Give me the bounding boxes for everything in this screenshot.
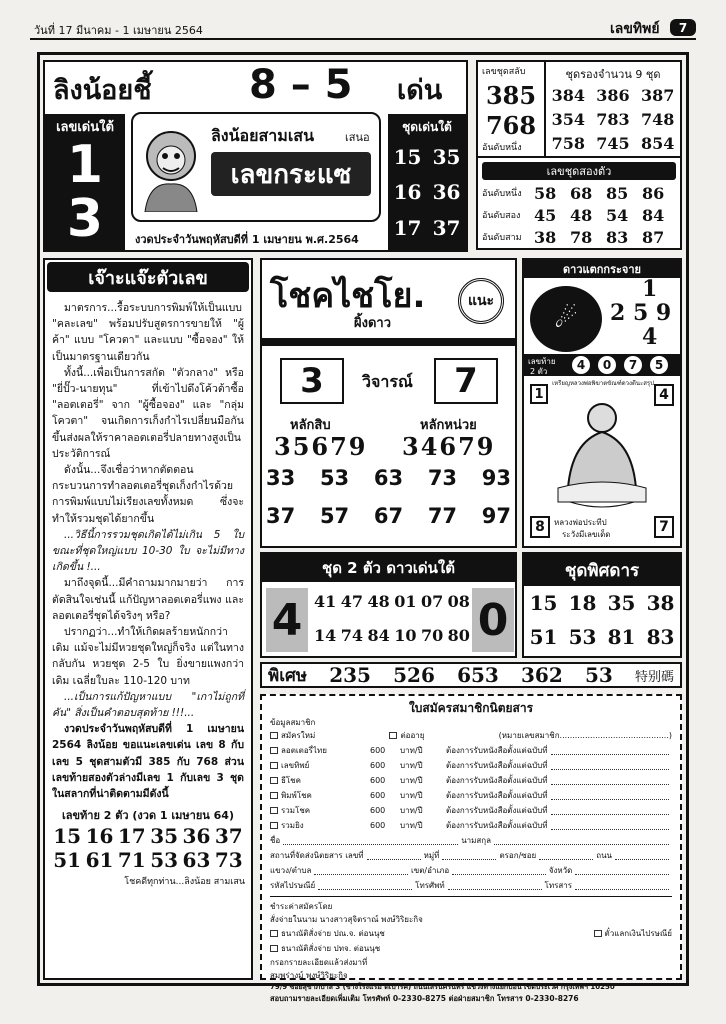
payment-checkbox[interactable] — [270, 945, 278, 952]
magazine-price: 600 — [370, 821, 386, 830]
nine-num: 748 — [640, 109, 675, 129]
amulet-corner-num: 1 — [530, 384, 548, 404]
lead-sets-box — [388, 114, 466, 250]
lead-set-num: 36 — [432, 180, 461, 204]
magazine-want: ต้องการรับหนังสือตั้งแต่ฉบับที่ — [446, 821, 548, 830]
special-num: 51 — [529, 625, 558, 649]
new-member-checkbox[interactable] — [270, 732, 278, 739]
extra-label: พิเศษ — [268, 665, 308, 686]
magazine-row — [270, 788, 672, 803]
member-number-field[interactable]: (หมายเลขสมาชิก...........................................) — [498, 731, 672, 740]
magazine-name: ลอตเตอรี่ไทย — [281, 746, 327, 755]
article-paragraph: มาตรการ...รื้อระบบการพิมพ์ให้เป็นแบบ "คละเลข" พร้อมปรับสูตรการขายให้ "ผู้ค้า" แบบ "โควตา" และแบบ "ซื้อจอง" ให้เป็นมาตรฐานเดียวกัน — [52, 302, 244, 363]
magazine-name: รวมยิง — [281, 821, 304, 830]
soi-field[interactable] — [539, 852, 593, 860]
extra-num: 526 — [393, 663, 435, 687]
falling-tail-label — [524, 354, 680, 376]
article-title: เจ๊าะแจ๊ะตัวเลข — [47, 262, 249, 292]
issue-field[interactable] — [551, 762, 669, 770]
contact-row — [270, 878, 672, 893]
pair-num: 38 — [534, 227, 557, 247]
extra-num: 362 — [521, 663, 563, 687]
issue-field[interactable] — [551, 792, 669, 800]
send-to: สมพร่างม์ พงษ์วิริยะกิจ — [270, 971, 348, 980]
extra-num: 653 — [457, 663, 499, 687]
article-paragraph: มาถึงจุดนี้...มีคำถามมากมายว่า การตัดสินใจเช่นนี้ แก้ปัญหาลอตเตอรี่แพง และลอตเตอรี่ชุดได้จริงๆ หรือ? — [52, 577, 244, 622]
swap-column — [478, 62, 546, 158]
pair-num: 83 — [606, 227, 629, 247]
magazine-name: พิมพ์โชค — [281, 791, 312, 800]
tail-row — [45, 824, 251, 848]
province-label: จังหวัด — [548, 866, 573, 875]
logo-small-text: เสนอ — [345, 131, 370, 144]
article-column — [43, 258, 253, 980]
magazine-unit: บาท/ปี — [400, 791, 423, 800]
issue-field[interactable] — [551, 822, 669, 830]
special-num: 18 — [568, 591, 597, 615]
chok-num: 93 — [481, 466, 511, 490]
lastname-field[interactable] — [494, 837, 669, 845]
lead-numbers-box — [45, 114, 125, 250]
units-digits: 34679 — [402, 432, 496, 461]
lead-sets-label: ชุดเด่นใต้ — [402, 119, 452, 134]
article-body — [45, 294, 251, 802]
form-section: ข้อมูลสมาชิก — [270, 718, 316, 727]
swap-first-label: อันดับหนึ่ง — [482, 143, 522, 153]
payment-to: สั่งจ่ายในนาม นางสาวสุจิตราณ์ พงษ์วิริยะกิจ — [270, 915, 423, 924]
send-address: 79/9 ซอยสุขาภิบาล 3 (ข้างโรงแรม ดีเปาร์ค) ถนนเสรีนครินทร์ แขวงทางแยกบอน เขตประเวศ กรุงเทพฯ 10250 — [270, 983, 615, 991]
sets-num: 14 — [314, 626, 337, 645]
subdistrict-label: แขวง/ตำบล — [270, 866, 312, 875]
falling-num-3: 4 — [642, 324, 658, 350]
pairs-label: เลขชุดสองตัว — [482, 162, 676, 180]
magazine-name: รวมโชค — [281, 806, 311, 815]
contact-info: สอบถามรายละเอียดเพิ่มเติม โทรศัพท์ 0-2330-8275 ต่อฝ่ายสมาชิก โทรสาร 0-2330-8276 — [270, 994, 579, 1003]
pair-num: 45 — [534, 205, 557, 225]
subscription-form — [260, 694, 682, 1003]
tel-label: โทรศัพท์ — [415, 881, 445, 890]
chok-num: 33 — [266, 466, 296, 490]
chok-badge: แนะ — [458, 278, 504, 324]
tail-row — [45, 848, 251, 872]
pair-row — [482, 226, 678, 248]
chok-num: 67 — [373, 504, 404, 528]
monkey-mascot-icon — [139, 122, 203, 212]
moo-label: หมู่ที่ — [423, 851, 440, 860]
article-paragraph: งวดประจำวันพฤหัสบดีที่ 1 เมษายน 2564 ลิงน้อย ขอแนะเลขเด่น เลข 8 กับเลข 5 ชุดสามตัวมี 385 กับ 768 ส่วนเลขท้ายสองตัวล่างมีเลข 1 กับเลข 3 ชุดในสลากที่น่าติดตามมีดังนี้ — [52, 723, 244, 801]
magazine-price: 600 — [370, 791, 386, 800]
lead-number-1: 1 — [66, 135, 104, 195]
payment-row — [270, 941, 672, 956]
chok-num: 63 — [373, 466, 404, 490]
pair-num: 84 — [642, 205, 665, 225]
chok-number-left: 3 — [280, 358, 344, 404]
magazine-row — [270, 743, 672, 758]
tail-num: 35 — [150, 824, 179, 849]
sets-num: 74 — [340, 626, 363, 645]
sets-block — [260, 552, 517, 658]
payment-row — [270, 926, 672, 941]
nine-num: 384 — [551, 85, 586, 105]
special-num: 81 — [607, 625, 636, 649]
tail-num: 36 — [182, 824, 211, 849]
magazine-checkbox[interactable] — [270, 822, 278, 829]
sets-num: 48 — [367, 592, 390, 611]
nine-num: 354 — [551, 109, 586, 129]
logo-big-text: เลขกระแซ — [211, 152, 371, 196]
pair-num: 54 — [606, 205, 629, 225]
chok-num: 77 — [427, 504, 458, 528]
pair-num: 87 — [642, 227, 665, 247]
article-paragraph: ทั้งนี้...เพื่อเป็นการสกัด "ตัวกลาง" หรือ "ยี่ปั๊ว-นายทุน" ที่เข้าไปดึงโค้วต้าซื้อ "ลอตเตอรี่" จาก "ผู้ซื้อจอง" และ "กลุ่มโควตา" จนเกิดการเก็งกำไรเปลี่ยนมือกันขึ้นส่งผลให้ราคาลอตเตอรี่ปลายทางสูงเป็นประวัติการณ์ — [52, 366, 244, 460]
form-divider — [270, 896, 672, 897]
sets-left-number: 4 — [266, 588, 308, 652]
lead-set-num: 37 — [432, 216, 461, 240]
nine-num: 745 — [596, 133, 630, 153]
sets-row — [314, 592, 470, 611]
article-paragraph: ...วิธีนี้การรวมชุดเกิดได้ไม่เกิน 5 ใบ ขณะที่ชุดใหญ่แบบ 10-30 ใบ จะไม่มีทางเกิดขึ้น !... — [52, 528, 244, 574]
logo-top-text: ลิงน้อยสามเสน — [211, 126, 315, 145]
form-title: ใบสมัครสมาชิกนิตยสาร — [408, 700, 534, 715]
amulet-caption: เหรียญหลวงพ่อพิฆาตขัณฑ์ดวงดีนะสรุป — [552, 380, 654, 387]
lead-set-num: 35 — [432, 145, 461, 169]
new-member-label: สมัครใหม่ — [281, 731, 316, 740]
lead-title-numbers: 8 – 5 — [249, 62, 353, 108]
draw-date-line: งวดประจำวันพฤหัสบดีที่ 1 เมษายน พ.ศ.2564 — [135, 233, 359, 246]
lead-set-num: 15 — [393, 145, 422, 169]
pair-row — [482, 182, 678, 204]
lastname-label: นามสกุล — [461, 836, 492, 845]
tail-num: 51 — [53, 848, 82, 873]
special-num: 53 — [568, 625, 597, 649]
renew-label: ต่ออายุ — [400, 731, 425, 740]
pair-num: 68 — [570, 183, 593, 203]
chok-number-right: 7 — [434, 358, 498, 404]
tail-num: 63 — [182, 848, 211, 873]
sets-num: 70 — [420, 626, 444, 645]
chok-block — [260, 258, 517, 548]
swap-number-1: 385 — [485, 80, 537, 110]
tail-num: 16 — [85, 824, 114, 849]
district-field[interactable] — [452, 867, 546, 875]
article-paragraph: ...เป็นการแก้ปัญหาแบบ "เกาไม่ถูกที่คัน" สิ่งเป็นคำตอบสุดท้าย !!!... — [52, 690, 244, 720]
pair-num: 48 — [570, 205, 593, 225]
sets-num: 80 — [447, 626, 470, 645]
falling-tail-text: เลขท้าย — [528, 357, 556, 366]
road-field[interactable] — [615, 852, 669, 860]
payment-option: ธนาณัติสั่งจ่าย ปณ.จ. ต่อนนุช — [281, 929, 385, 938]
units-label: หลักหน่วย — [420, 418, 477, 433]
pair-num: 58 — [534, 183, 557, 203]
falling-num-1: 1 — [642, 276, 658, 302]
magazine-row — [270, 803, 672, 818]
payment-checkbox[interactable] — [270, 930, 278, 937]
payment-title: ชำระค่าสมัครโดย — [270, 902, 333, 911]
chok-num: 73 — [427, 466, 458, 490]
nine-num: 387 — [640, 85, 675, 105]
magazine-price: 600 — [370, 761, 386, 770]
magazine-checkbox[interactable] — [270, 747, 278, 754]
monk-amulet-icon — [550, 392, 654, 512]
page-number: 7 — [670, 19, 696, 36]
payment-checkbox[interactable] — [594, 930, 602, 937]
name-label: ชื่อ — [270, 836, 281, 845]
magazine-row — [270, 773, 672, 788]
subdistrict-field[interactable] — [314, 867, 408, 875]
special-sets-block — [522, 552, 682, 658]
swap-label: เลขชุดสลับ — [482, 67, 526, 77]
extra-num: 235 — [329, 663, 371, 687]
tail-num: 17 — [117, 824, 146, 849]
pair-num: 78 — [570, 227, 593, 247]
address-field[interactable] — [367, 852, 421, 860]
form-type-row — [270, 728, 672, 743]
logo-box — [131, 112, 381, 222]
issue-field[interactable] — [551, 747, 669, 755]
tail-num: 73 — [214, 848, 243, 873]
magazine-price: 600 — [370, 806, 386, 815]
chok-mid-label: วิจารณ์ — [362, 372, 413, 391]
article-credit: โชคดีทุกท่าน...ลิงน้อย สามเสน — [124, 877, 245, 888]
sets-num: 07 — [420, 592, 444, 611]
special-num: 35 — [607, 591, 636, 615]
chok-num: 57 — [319, 504, 350, 528]
address-label: สถานที่จัดส่งนิตยสาร เลขที่ — [270, 851, 364, 860]
amulet-corner-num: 8 — [530, 516, 550, 538]
district-label: เขต/อำเภอ — [411, 866, 450, 875]
send-title: กรอกรายละเอียดแล้วส่งมาที่ — [270, 958, 368, 967]
chok-divider — [262, 338, 515, 346]
amulet-sub: ระวังมีเลขเด็ด — [562, 530, 611, 539]
nine-sets-label: ชุดรองจำนวน 9 ชุด — [565, 68, 661, 81]
lead-title: ลิงน้อยชี้ — [53, 75, 152, 106]
magazine-unit: บาท/ปี — [400, 761, 423, 770]
magazine-want: ต้องการรับหนังสือตั้งแต่ฉบับที่ — [446, 761, 548, 770]
article-paragraph: ปรากฏว่า...ทำให้เกิดผลร้ายหนักกว่าเดิม แม้จะไม่มีหวยชุดใหญ่ก็จริง แต่ในทางกลับกัน หวยชุด 2-5 ใบ ยิ่งขายแพงกว่าเดิม เฉลี่ยใบละ 110-120 บาท — [52, 626, 244, 687]
falling-tail-sub: 2 ตัว — [530, 367, 548, 376]
magazine-price: 600 — [370, 746, 386, 755]
sets-num: 10 — [394, 626, 417, 645]
special-sets-title: ชุดพิศดาร — [524, 554, 680, 586]
falling-digit: 5 — [650, 356, 668, 374]
sets-num: 84 — [367, 626, 390, 645]
issue-date: วันที่ 17 มีนาคม - 1 เมษายน 2564 — [34, 24, 203, 37]
magazine-want: ต้องการรับหนังสือตั้งแต่ฉบับที่ — [446, 746, 548, 755]
chok-sub: ผิ้งดาว — [354, 316, 392, 331]
nine-sets — [546, 62, 680, 158]
tail-num: 37 — [214, 824, 243, 849]
magazine-checkbox[interactable] — [270, 762, 278, 769]
falling-logo-icon: ☄ — [530, 286, 602, 352]
magazine-want: ต้องการรับหนังสือตั้งแต่ฉบับที่ — [446, 806, 548, 815]
pair-row-label: อันดับสอง — [482, 211, 521, 221]
tel-field[interactable] — [448, 882, 542, 890]
lead-number-2: 3 — [66, 189, 104, 249]
tail-label: เลขท้าย 2 ตัว (งวด 1 เมษายน 64) — [62, 809, 234, 823]
magazine-unit: บาท/ปี — [400, 806, 423, 815]
tail-num: 61 — [85, 848, 114, 873]
magazine-want: ต้องการรับหนังสือตั้งแต่ฉบับที่ — [446, 791, 548, 800]
tail-num: 53 — [150, 848, 179, 873]
special-num: 15 — [529, 591, 558, 615]
lead-set-row — [388, 140, 466, 174]
amulet-corner-num: 4 — [654, 384, 674, 406]
nine-row — [546, 131, 680, 155]
tail-num: 71 — [117, 848, 146, 873]
zip-label: รหัสไปรษณีย์ — [270, 881, 316, 890]
sets-title: ชุด 2 ตัว ดาวเด่นใต้ — [262, 554, 515, 582]
chok-row — [266, 466, 511, 490]
nine-num: 783 — [596, 109, 630, 129]
nine-row — [546, 107, 680, 131]
magazine-want: ต้องการรับหนังสือตั้งแต่ฉบับที่ — [446, 776, 548, 785]
extra-cn: 特别碼 — [634, 669, 674, 685]
lead-block — [43, 60, 468, 252]
address-row — [270, 848, 672, 863]
special-num: 83 — [646, 625, 675, 649]
magazine-checkbox[interactable] — [270, 777, 278, 784]
chok-row — [266, 504, 511, 528]
sets-num: 01 — [394, 592, 417, 611]
sets-row — [314, 626, 470, 645]
extra-num: 53 — [584, 663, 613, 687]
magazine-name: ธีโชค — [281, 776, 301, 785]
name-field[interactable] — [283, 837, 458, 845]
magazine-checkbox[interactable] — [270, 792, 278, 799]
chok-num: 53 — [319, 466, 350, 490]
tail-num: 15 — [53, 824, 82, 849]
special-sets-row — [524, 586, 680, 620]
falling-star-block — [522, 258, 682, 548]
nine-num: 854 — [640, 133, 675, 153]
chok-title: โชคไชโย. — [270, 276, 426, 316]
brand-name: เลขทิพย์ — [610, 21, 660, 37]
sets-num: 41 — [314, 592, 337, 611]
sets-num: 08 — [447, 592, 470, 611]
lead-label: เลขเด่นใต้ — [56, 119, 114, 135]
lead-title-right: เด่น — [397, 75, 443, 106]
falling-digit: 0 — [598, 356, 616, 374]
falling-title: ดาวแตกกระจาย — [524, 260, 680, 278]
pair-rows — [482, 182, 678, 248]
nine-num: 758 — [551, 133, 586, 153]
article-paragraph: ดังนั้น...จึงเชื่อว่าหากตัดตอนกระบวนการทำลอตเตอรี่ชุดเก็งกำไรด้วยการพิมพ์แบบไม่เรียงเลขทั้งหมด ซึ่งจะทำให้รวมชุดได้ยากขึ้น — [52, 464, 244, 525]
name-row — [270, 833, 672, 848]
province-field[interactable] — [575, 867, 669, 875]
falling-digit: 7 — [624, 356, 642, 374]
magazine-row — [270, 758, 672, 773]
sets-right-number: 0 — [472, 588, 514, 652]
road-label: ถนน — [596, 851, 612, 860]
special-num: 38 — [646, 591, 675, 615]
nine-row — [546, 83, 680, 107]
magazine-name: เลขทิพย์ — [281, 761, 310, 770]
nine-num: 386 — [596, 85, 630, 105]
extra-row — [260, 662, 682, 688]
pair-row-label: อันดับสาม — [482, 233, 522, 243]
lead-set-row — [388, 210, 466, 246]
magazine-unit: บาท/ปี — [400, 776, 423, 785]
special-sets-row — [524, 620, 680, 654]
falling-digit: 4 — [572, 356, 590, 374]
issue-field[interactable] — [551, 777, 669, 785]
chok-num: 37 — [266, 504, 296, 528]
lead-set-row — [388, 174, 466, 210]
payment-option: ตั๋วแลกเงินไปรษณีย์ — [604, 929, 672, 938]
magazine-row — [270, 818, 672, 833]
district-row — [270, 863, 672, 878]
falling-num-2: 2 5 9 — [610, 300, 672, 326]
moo-field[interactable] — [442, 852, 496, 860]
pair-row-label: อันดับหนึ่ง — [482, 189, 522, 199]
pair-num: 86 — [642, 183, 665, 203]
fax-label: โทรสาร — [544, 881, 573, 890]
magazine-unit: บาท/ปี — [400, 746, 423, 755]
zip-field[interactable] — [318, 882, 412, 890]
pair-row — [482, 204, 678, 226]
swap-number-2: 768 — [485, 110, 537, 140]
lead-set-num: 17 — [393, 216, 422, 240]
tens-digits: 35679 — [274, 432, 368, 461]
swap-block — [476, 60, 682, 250]
amulet-corner-num: 7 — [654, 516, 674, 538]
issue-field[interactable] — [551, 807, 669, 815]
renew-checkbox[interactable] — [389, 732, 397, 739]
tens-label: หลักสิบ — [290, 418, 331, 433]
page-header — [30, 18, 696, 40]
magazine-checkbox[interactable] — [270, 807, 278, 814]
magazine-unit: บาท/ปี — [400, 821, 423, 830]
sets-num: 47 — [340, 592, 363, 611]
fax-field[interactable] — [575, 882, 669, 890]
chok-num: 97 — [481, 504, 511, 528]
magazine-price: 600 — [370, 776, 386, 785]
payment-option: ธนาณัติสั่งจ่าย ปทจ. ต่อนนุช — [281, 944, 381, 953]
lead-set-num: 16 — [393, 180, 422, 204]
amulet-name: หลวงพ่อประทีป — [554, 518, 607, 527]
soi-label: ตรอก/ซอย — [499, 851, 537, 860]
pair-num: 85 — [606, 183, 629, 203]
